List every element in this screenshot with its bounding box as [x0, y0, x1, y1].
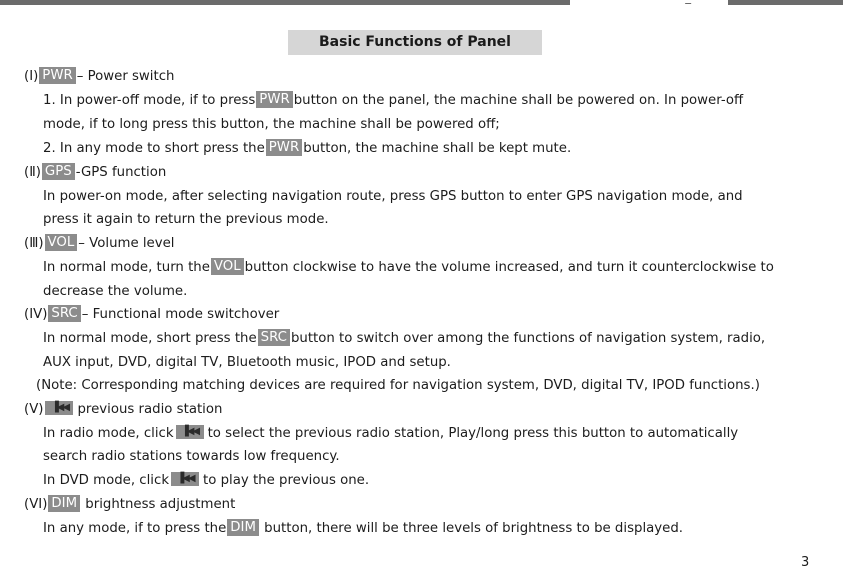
- pwr-key-label: PWR: [39, 67, 75, 84]
- section-heading-text: previous radio station: [77, 402, 223, 417]
- top-border-left: [0, 0, 570, 5]
- text-span: In normal mode, turn the: [43, 260, 210, 275]
- text-span: 2. In any mode to short press the: [43, 141, 265, 156]
- src-key-label: SRC: [258, 329, 290, 346]
- prev-line-2: search radio stations towards low frequency.: [43, 449, 340, 464]
- prev-heading: [24, 399, 222, 421]
- section-number: (Ⅱ): [24, 165, 41, 180]
- text-span: In any mode, if to press the: [43, 521, 227, 536]
- dim-key-label: DIM: [227, 519, 259, 536]
- prev-line-3: [43, 470, 369, 492]
- section-number: (Ⅰ): [24, 69, 39, 84]
- section-number: (VI): [24, 497, 48, 512]
- pwr-key-label: PWR: [266, 139, 302, 156]
- text-span: In radio mode, click: [43, 426, 174, 441]
- page-title: Basic Functions of Panel: [288, 30, 542, 55]
- section-number: (Ⅲ): [24, 236, 44, 251]
- previous-track-icon: ▐◀◀: [45, 401, 73, 415]
- gps-line-2: press it again to return the previous mode.: [43, 212, 329, 227]
- vol-key-label: VOL: [45, 234, 78, 251]
- text-span: button on the panel, the machine shall be powered on. In power-off: [293, 93, 744, 108]
- src-key-label: SRC: [48, 305, 80, 322]
- vol-line-1: [43, 257, 774, 279]
- dim-key-label: DIM: [48, 495, 80, 512]
- pwr-line-1: [43, 90, 743, 112]
- previous-track-icon: ▐◀◀: [171, 472, 199, 486]
- pwr-line-2: mode, if to long press this button, the machine shall be powered off;: [43, 117, 500, 132]
- section-number: (V): [24, 402, 44, 417]
- vol-key-label: VOL: [211, 258, 244, 275]
- gps-key-label: GPS: [42, 163, 75, 180]
- page-number: 3: [801, 555, 810, 570]
- pwr-key-label: PWR: [256, 91, 292, 108]
- vol-line-2: decrease the volume.: [43, 284, 188, 299]
- dim-heading: [24, 494, 235, 516]
- text-span: In normal mode, short press the: [43, 331, 257, 346]
- text-span: In DVD mode, click: [43, 473, 170, 488]
- section-heading-text: brightness adjustment: [85, 497, 236, 512]
- src-line-1: [43, 328, 765, 350]
- prev-line-1: [43, 423, 738, 445]
- top-border-mark: [685, 0, 693, 4]
- section-heading-text: – Volume level: [78, 236, 175, 251]
- text-span: 1. In power-off mode, if to press: [43, 93, 256, 108]
- pwr-heading: [24, 66, 174, 88]
- section-heading-text: -GPS function: [75, 165, 167, 180]
- section-number: (IV): [24, 307, 48, 322]
- pwr-line-3: [43, 138, 571, 160]
- text-span: button, the machine shall be kept mute.: [303, 141, 572, 156]
- src-heading: [24, 304, 279, 326]
- top-border: [0, 0, 843, 6]
- text-span: to play the previous one.: [203, 473, 370, 488]
- vol-heading: [24, 233, 174, 255]
- gps-line-1: In power-on mode, after selecting navigation route, press GPS button to enter GPS navigation mode, and: [43, 189, 743, 204]
- text-span: button clockwise to have the volume increased, and turn it counterclockwise to: [244, 260, 774, 275]
- text-span: button, there will be three levels of brightness to be displayed.: [264, 521, 683, 536]
- src-line-2: AUX input, DVD, digital TV, Bluetooth music, IPOD and setup.: [43, 355, 451, 370]
- gps-heading: [24, 162, 166, 184]
- section-heading-text: – Power switch: [76, 69, 175, 84]
- top-border-right: [728, 0, 843, 5]
- src-note: (Note: Corresponding matching devices are required for navigation system, DVD, digital TV, IPOD functions.): [36, 378, 760, 393]
- text-span: to select the previous radio station, Play/long press this button to automatically: [207, 426, 739, 441]
- dim-line-1: [43, 518, 683, 540]
- previous-track-icon: ▐◀◀: [176, 425, 204, 439]
- text-span: button to switch over among the functions of navigation system, radio,: [290, 331, 766, 346]
- section-heading-text: – Functional mode switchover: [81, 307, 280, 322]
